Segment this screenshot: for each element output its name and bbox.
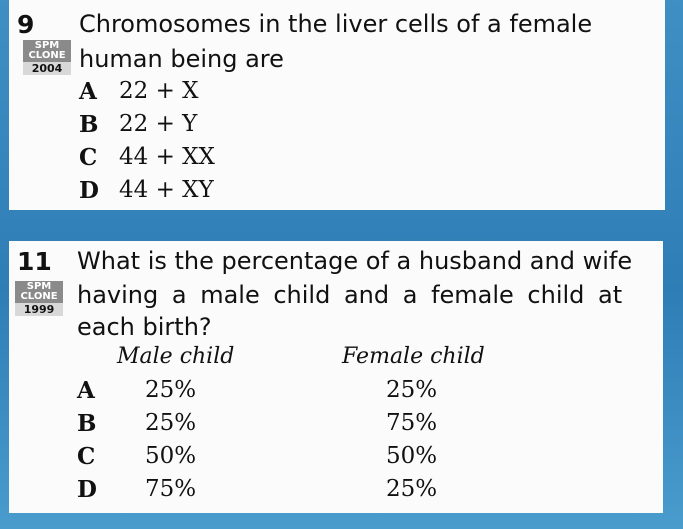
question-text-line-3: each birth? (77, 313, 212, 341)
option-c-male-value[interactable]: 50% (145, 443, 197, 469)
option-a-letter: A (77, 377, 95, 404)
question-9-card (9, 0, 665, 210)
option-c-female-value[interactable]: 50% (386, 443, 438, 469)
option-b-female-value[interactable]: 75% (386, 410, 438, 436)
question-number: 11 (17, 247, 52, 276)
badge-year-label: 2004 (23, 62, 71, 75)
male-child-column-header: Male child (117, 344, 235, 369)
option-b-letter: B (77, 410, 97, 437)
option-d-letter: D (79, 177, 99, 204)
badge-clone-label: CLONE (23, 51, 71, 62)
badge-year-label: 1999 (15, 303, 63, 316)
option-d-female-value[interactable]: 25% (386, 476, 438, 502)
option-b-letter: B (79, 111, 99, 138)
option-a-letter: A (79, 78, 97, 105)
option-c-letter: C (77, 443, 96, 470)
option-a-male-value[interactable]: 25% (145, 377, 197, 403)
option-c-text[interactable]: 44 + XX (119, 144, 215, 170)
option-c-letter: C (79, 144, 98, 171)
option-b-text[interactable]: 22 + Y (119, 111, 198, 137)
option-d-male-value[interactable]: 75% (145, 476, 197, 502)
question-text-line-2: having a male child and a female child at (77, 281, 623, 309)
spm-clone-badge (23, 40, 71, 75)
female-child-column-header: Female child (342, 344, 485, 369)
badge-spm-label: SPM (15, 281, 63, 292)
badge-clone-label: CLONE (15, 292, 63, 303)
question-text-line-2: human being are (79, 45, 284, 73)
question-11-card (9, 241, 663, 513)
spm-clone-badge (15, 281, 63, 316)
option-b-male-value[interactable]: 25% (145, 410, 197, 436)
badge-spm-label: SPM (23, 40, 71, 51)
question-text-line-1: Chromosomes in the liver cells of a female (79, 10, 593, 38)
question-number: 9 (17, 10, 35, 39)
option-a-female-value[interactable]: 25% (386, 377, 438, 403)
option-d-text[interactable]: 44 + XY (119, 177, 214, 203)
option-d-letter: D (77, 476, 97, 503)
option-a-text[interactable]: 22 + X (119, 78, 199, 104)
question-text-line-1: What is the percentage of a husband and wife (77, 247, 633, 275)
